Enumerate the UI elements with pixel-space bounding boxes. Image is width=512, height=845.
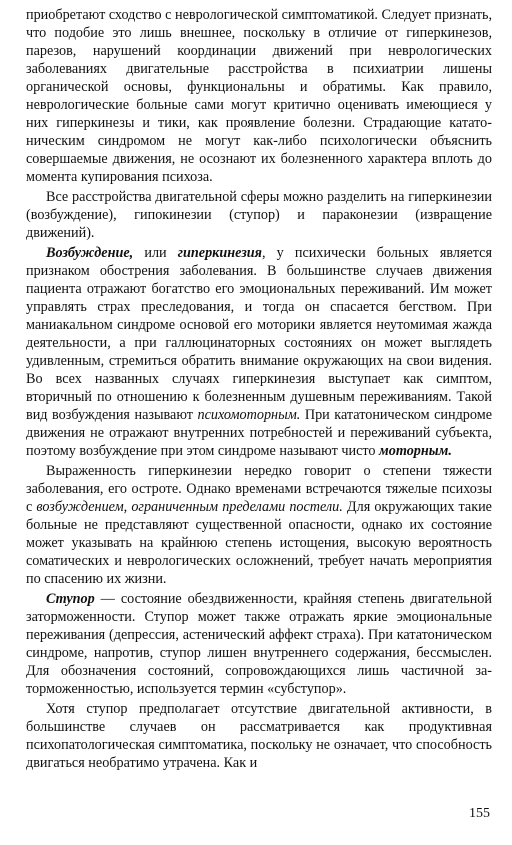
term-excitement: Возбуждение, [46,245,134,261]
term-stupor: Ступор [46,591,95,607]
text-run: — состояние обездвиженности, крайняя степень двигательной заторможенности. Ступор может также отражать яркие эмоциональные переживания (депрессия, астенический аффект страха). При кататоническом синдроме, напротив, ступор лишен внутреннего содержания, бессмыслен. Для обозначения состояний, сопровождающихся лишь частичной заторможенностью, используется термин «субступор». [26,591,492,697]
paragraph-3 [26,244,492,460]
text-run: или [133,245,178,261]
paragraph-5 [26,590,492,698]
text-run: Хотя ступор предполагает отсутствие двигательной активности, в большинстве случаев он рассматривается как продуктивная психопатологическая симптоматика, поскольку не означает, что способность двигаться необратимо утрачена. Как и [26,701,492,771]
text-run: Все расстройства двигательной сферы можно разделить на гиперкинезии (возбуждение), гипокинезии (ступор) и параконезии (извращение движений). [26,189,492,241]
paragraph-6 [26,700,492,772]
text-run: Выраженность гиперкинезии нередко говорит о степени тяжести заболевания, его остроте. Однако временами встречаются тяжелые психозы с [26,463,492,515]
page-number: 155 [469,806,490,821]
text-run: , у психически больных является признаком обострения заболевания. В большинстве случаев движения пациента отражают богатство его эмоциональных переживаний. Им может управлять страх преследования, и тогда он спасается бегством. При маниакальном синдроме основой его моторики является неутомимая жажда деятельности, а при галлюцинаторных состояниях он может выглядеть удивленным, стремиться обратить внимание окружающих на свои видения. Во всех названных случаях гиперкинезия выступает как симптом, вторичный по отношению к болезненным душевным переживаниям. Такой вид возбуждения называют [26,245,492,423]
term-hyperkinesia: гиперкинезия [177,245,262,261]
term-motor: моторным. [379,443,452,459]
paragraph-1 [26,6,492,186]
text-run: приобретают сходство с неврологической симптоматикой. Следует признать, что подобие это лишь внешнее, поскольку в отличие от гиперкинезов, парезов, нарушений координации движений при неврологических заболеваниях двигательные расстройства в психиатрии лишены органической основы, функциональны и обратимы. Как правило, неврологические больные сами могут критично оценивать имеющиеся у них гиперкинезы и тики, как проявление болезни. Страдающие кататоническим синдромом не могут как-либо психологически объяснить совершаемые движения, не осознают их болезненного характера вплоть до момента купирования психоза. [26,7,492,185]
term-psychomotor: психомоторным. [197,407,301,423]
paragraph-2 [26,188,492,242]
italic-phrase: возбуждением, ограниченным пределами постели. [36,499,343,515]
paragraph-4 [26,462,492,588]
text-run: Для окружающих такие больные не представляют существенной опасности, однако их состояние может указывать на крайнюю степень истощения, высокую вероятность соматических и неврологических осложнений, требует начать мероприятия по спасению их жизни. [26,499,492,587]
text-run: При кататоническом синдроме движения не отражают внутренних потребностей и переживаний субъекта, поэтому возбуждение при этом синдроме называют чисто [26,407,492,459]
